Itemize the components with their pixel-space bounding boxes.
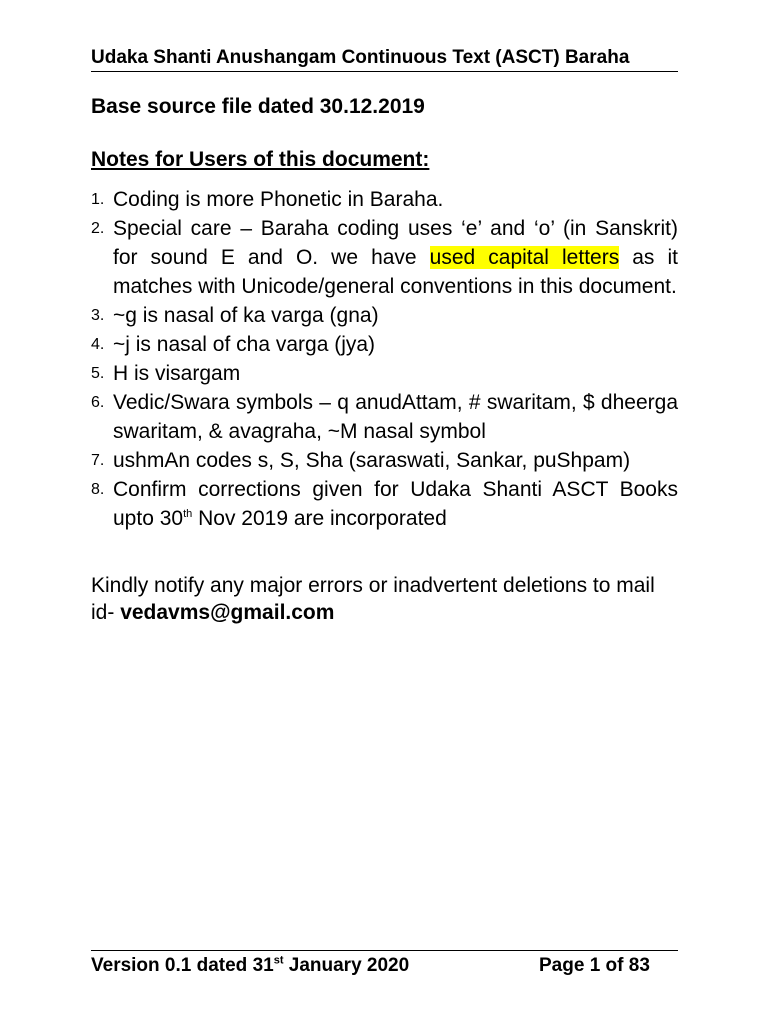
note-item bbox=[91, 475, 678, 533]
superscript: st bbox=[273, 954, 284, 967]
version-info bbox=[91, 955, 409, 976]
note-text: ~g is nasal of ka varga (gna) bbox=[113, 304, 379, 327]
note-text bbox=[113, 475, 678, 533]
closing-text: Kindly notify any major errors or inadvertent deletions to mail id- bbox=[91, 574, 655, 624]
note-text: H is visargam bbox=[113, 362, 241, 385]
note-number: 1. bbox=[91, 191, 105, 208]
notes-list bbox=[91, 185, 678, 533]
note-text-part: Confirm corrections given for Udaka Shanti ASCT Books upto 30 bbox=[113, 478, 678, 530]
note-text bbox=[113, 214, 678, 301]
note-number: 6. bbox=[91, 394, 105, 411]
email-address: vedavms@gmail.com bbox=[120, 601, 335, 624]
version-text: Version 0.1 dated 31 bbox=[91, 955, 274, 976]
note-item bbox=[91, 446, 678, 475]
note-item bbox=[91, 388, 678, 446]
note-number: 3. bbox=[91, 307, 105, 324]
note-number: 7. bbox=[91, 452, 105, 469]
superscript: th bbox=[183, 508, 193, 520]
note-item bbox=[91, 185, 678, 214]
notes-heading: Notes for Users of this document: bbox=[91, 148, 430, 171]
note-text-part: Special care – Baraha coding uses ‘e’ and ‘o’ (in Sanskrit) for sound E and O. we have bbox=[113, 217, 678, 269]
note-text: ushmAn codes s, S, Sha (saraswati, Sankar, puShpam) bbox=[113, 449, 631, 472]
note-text: ~j is nasal of cha varga (jya) bbox=[113, 333, 376, 356]
closing-paragraph bbox=[91, 572, 681, 626]
highlighted-text: used capital letters bbox=[429, 246, 620, 269]
note-item bbox=[91, 330, 678, 359]
note-item bbox=[91, 214, 678, 301]
note-number: 8. bbox=[91, 481, 105, 498]
footer-divider bbox=[91, 950, 678, 951]
note-item bbox=[91, 359, 678, 388]
version-text: January 2020 bbox=[283, 955, 410, 976]
footer bbox=[91, 954, 678, 978]
note-number: 5. bbox=[91, 365, 105, 382]
document-title: Base source file dated 30.12.2019 bbox=[91, 95, 425, 118]
note-item bbox=[91, 301, 678, 330]
note-number: 2. bbox=[91, 220, 105, 237]
page-number: Page 1 of 83 bbox=[539, 955, 650, 976]
note-text-part: Nov 2019 are incorporated bbox=[192, 507, 447, 530]
note-text-part: as it matches with Unicode/general conventions in this document. bbox=[113, 246, 678, 298]
note-text: Vedic/Swara symbols – q anudAttam, # swaritam, $ dheerga swaritam, & avagraha, ~M nasal symbol bbox=[113, 391, 678, 443]
note-number: 4. bbox=[91, 336, 105, 353]
running-header: Udaka Shanti Anushangam Continuous Text (ASCT) Baraha bbox=[91, 46, 678, 72]
note-text: Coding is more Phonetic in Baraha. bbox=[113, 188, 444, 211]
